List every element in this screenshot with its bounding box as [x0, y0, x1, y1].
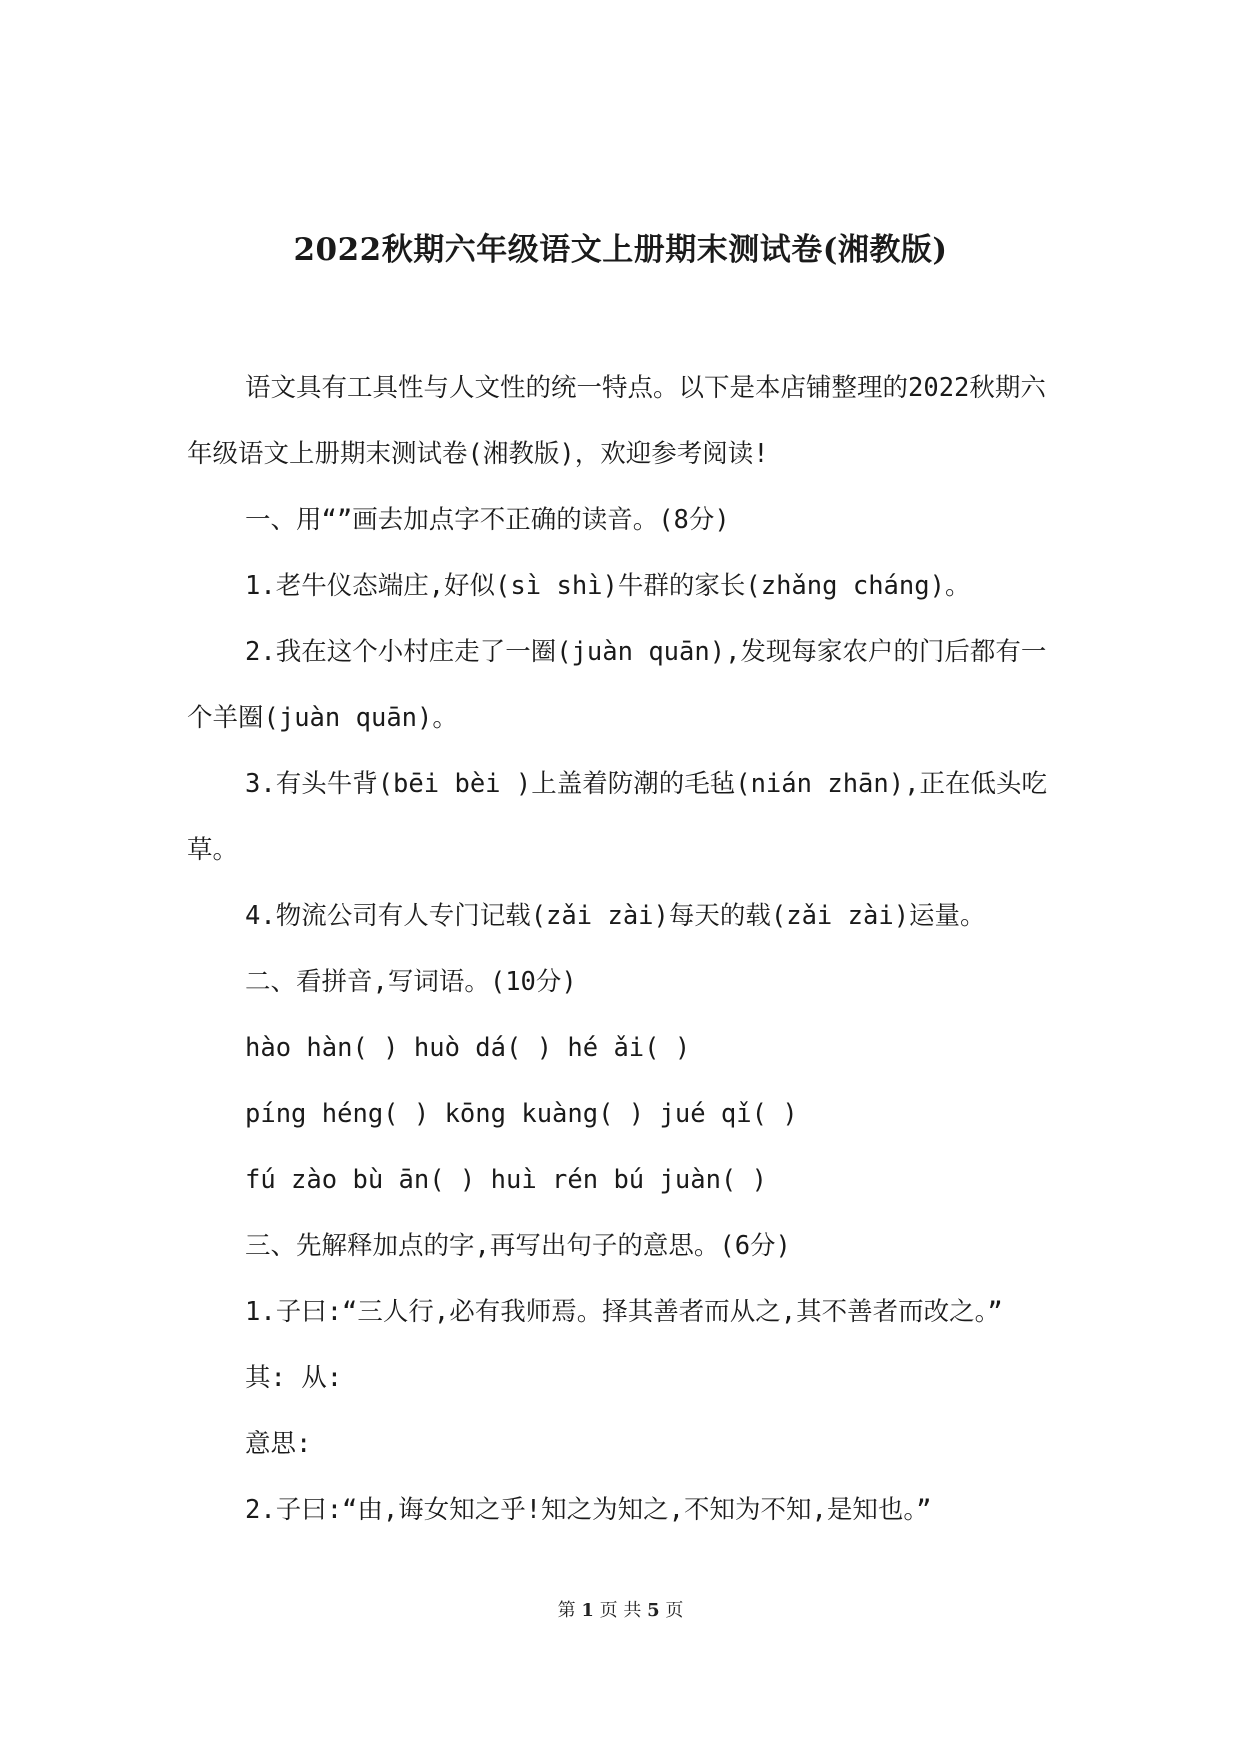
section-3-heading: 三、先解释加点的字,再写出句子的意思。(6分) — [245, 1231, 791, 1261]
question-3-1-meaning: 意思: — [245, 1429, 312, 1459]
question-3-1: 1.子曰:“三人行,必有我师焉。择其善者而从之,其不善者而改之。” — [245, 1297, 1003, 1327]
pinyin-row-1: hào hàn( ) huò dá( ) hé ǎi( ) — [245, 1033, 691, 1063]
question-1-1: 1.老牛仪态端庄,好似(sì shì)牛群的家长(zhǎng cháng)。 — [245, 571, 971, 601]
footer-middle: 页 共 — [599, 1600, 642, 1621]
question-3-1-words: 其: 从: — [245, 1363, 343, 1393]
section-1-heading: 一、用“”画去加点字不正确的读音。(8分) — [245, 505, 730, 535]
page-footer — [0, 1598, 1241, 1624]
document-body — [187, 355, 1067, 1543]
footer-total-pages: 5 — [647, 1600, 660, 1621]
pinyin-row-3: fú zào bù ān( ) huì rén bú juàn( ) — [245, 1165, 767, 1195]
footer-current-page: 1 — [581, 1600, 594, 1621]
footer-prefix: 第 — [557, 1600, 576, 1621]
question-1-4: 4.物流公司有人专门记载(zǎi zài)每天的载(zǎi zài)运量。 — [245, 901, 986, 931]
question-3-2: 2.子曰:“由,诲女知之乎!知之为知之,不知为不知,是知也。” — [245, 1495, 932, 1525]
document-title: 2022秋期六年级语文上册期末测试卷(湘教版) — [293, 232, 948, 268]
intro-paragraph: 语文具有工具性与人文性的统一特点。以下是本店铺整理的2022秋期六年级语文上册期末测试卷(湘教版)，欢迎参考阅读! — [187, 373, 1046, 469]
footer-suffix: 页 — [665, 1600, 684, 1621]
question-1-2: 2.我在这个小村庄走了一圈(juàn quān),发现每家农户的门后都有一个羊圈(juàn quān)。 — [187, 637, 1047, 733]
question-1-3: 3.有头牛背(bēi bèi )上盖着防潮的毛毡(nián zhān),正在低头吃草。 — [187, 769, 1047, 865]
pinyin-row-2: píng héng( ) kōng kuàng( ) jué qǐ( ) — [245, 1099, 798, 1129]
section-2-heading: 二、看拼音,写词语。(10分) — [245, 967, 577, 997]
